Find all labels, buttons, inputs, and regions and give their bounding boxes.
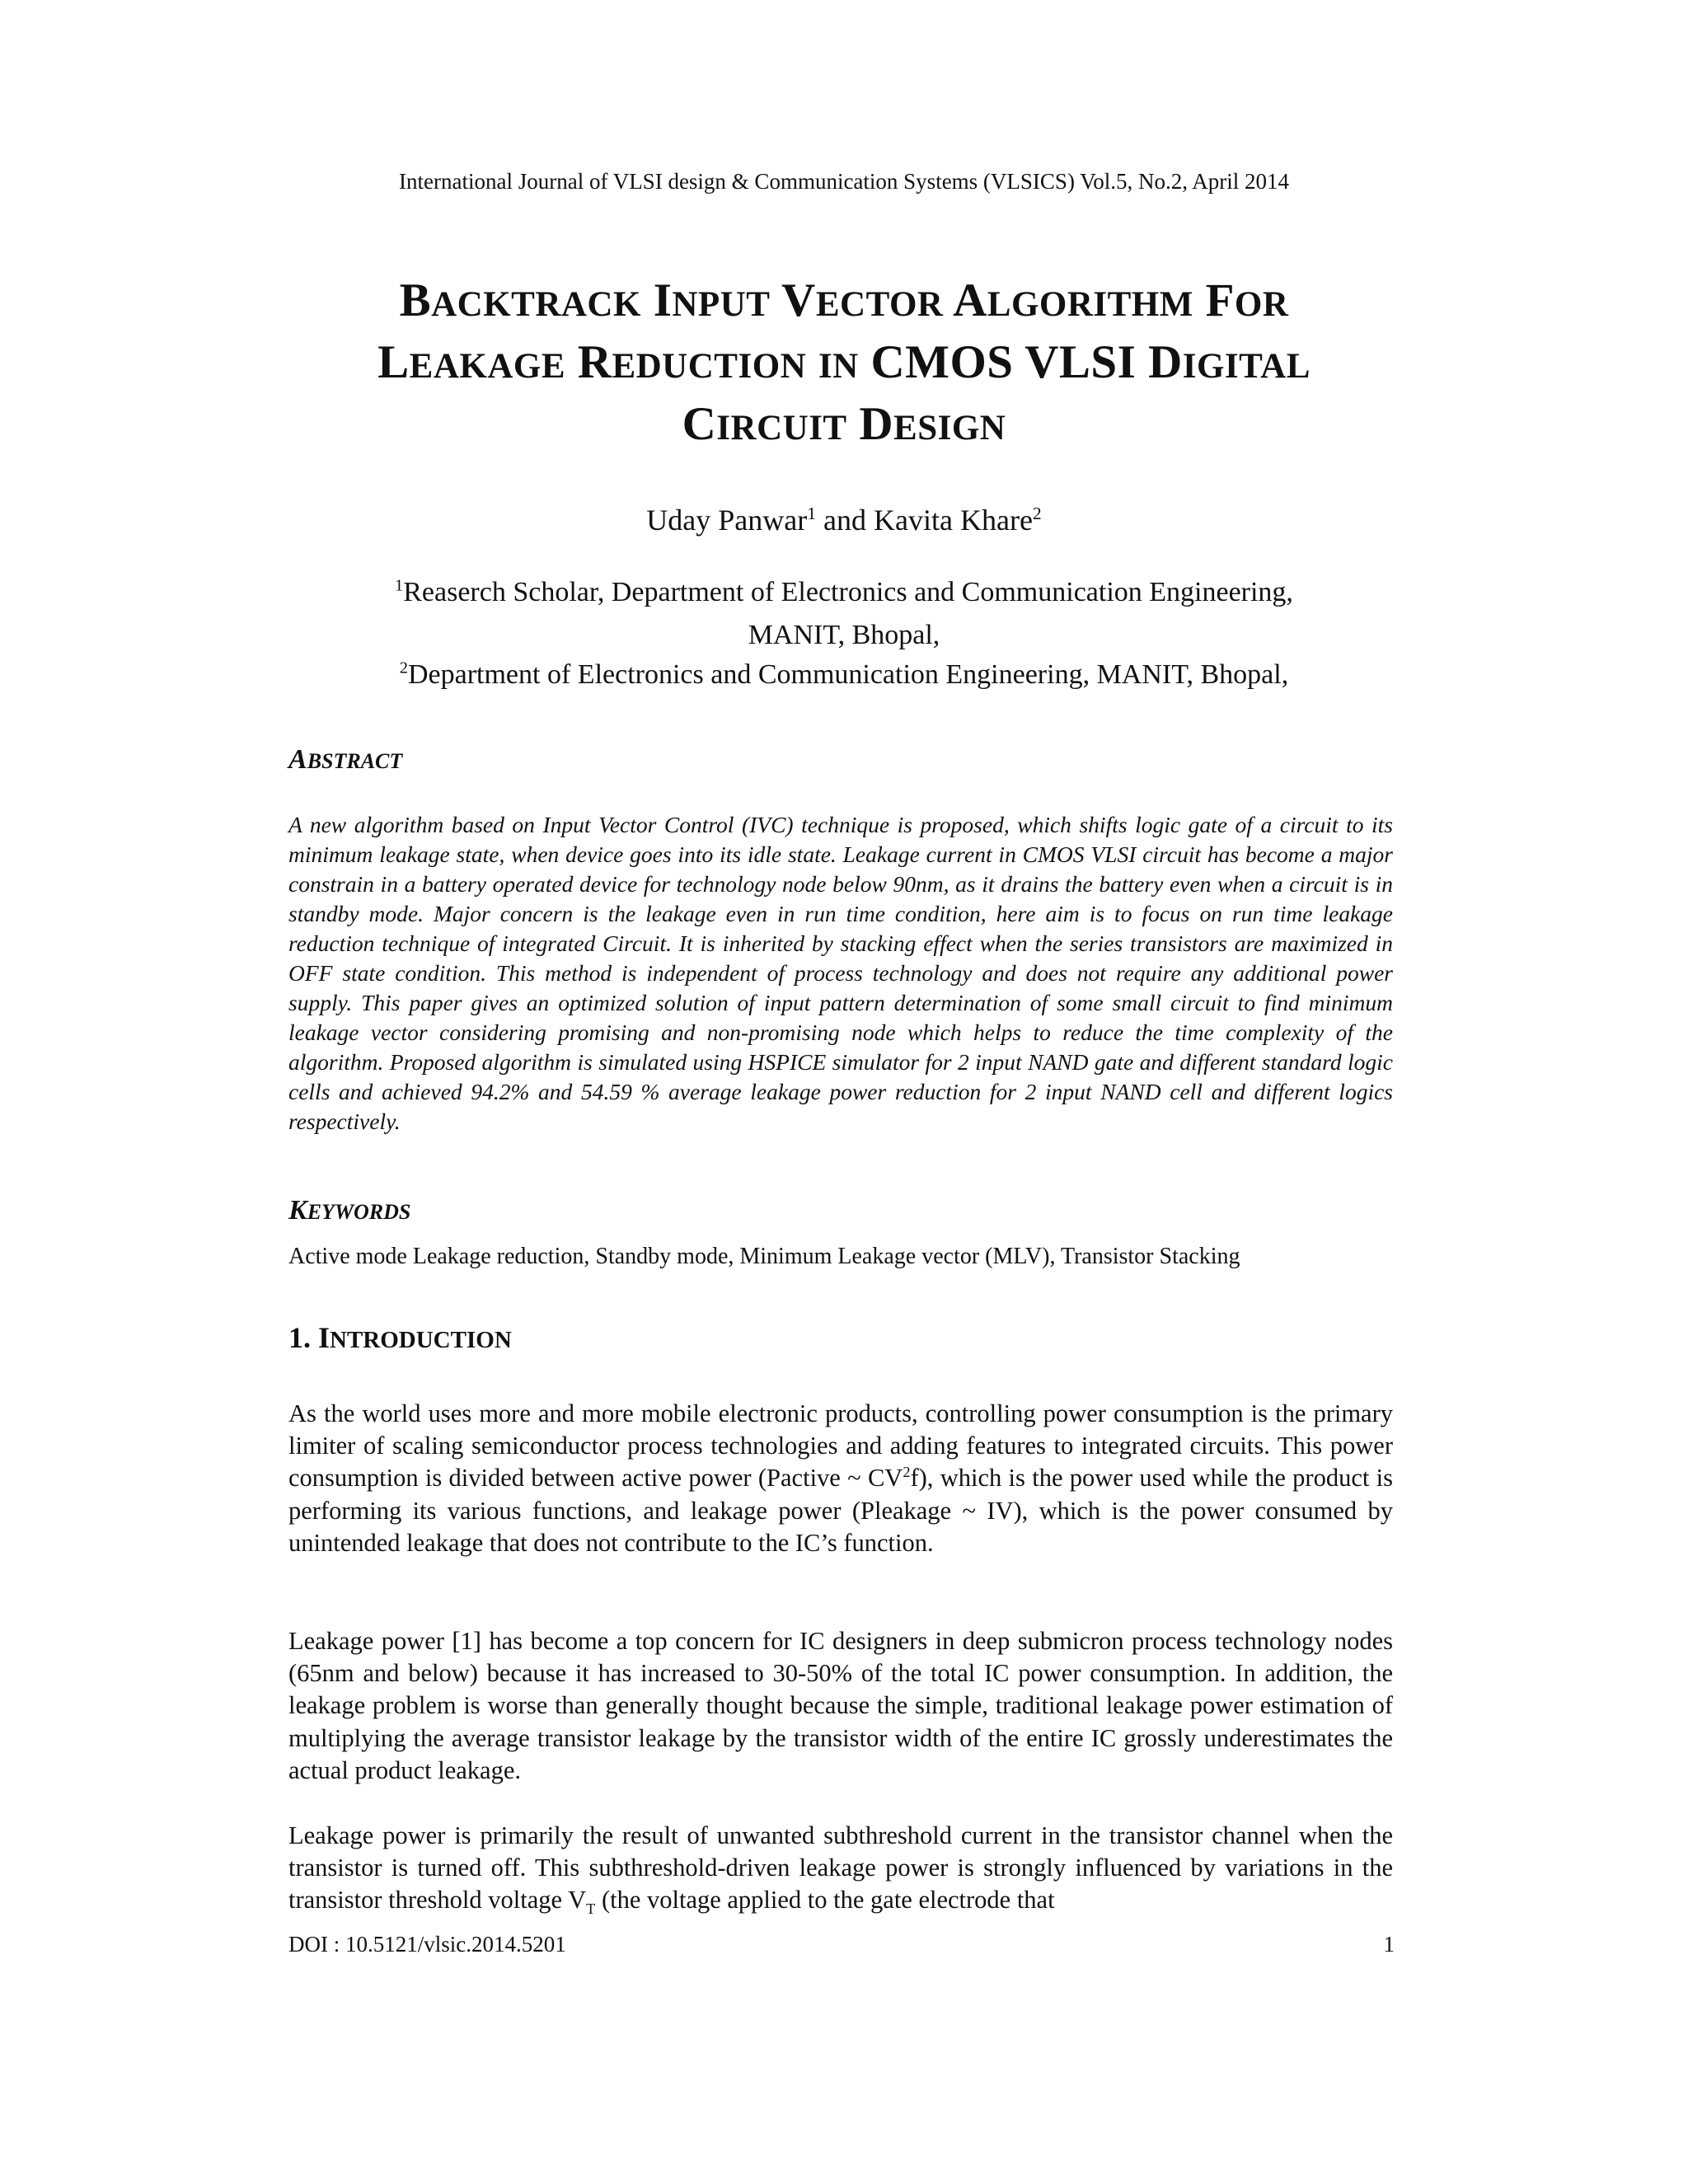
title-word: D [859,398,894,450]
title-line-2 [247,334,1441,396]
title-word: NPUT [672,285,771,324]
title-word: ESIGN [893,409,1006,448]
title-word: F [1205,274,1235,326]
title-word: LGORITHM [987,285,1193,324]
author-superscript: 1 [807,504,817,523]
author-name: Kavita Khare [874,504,1033,537]
page-number: 1 [1383,1932,1395,1957]
heading-cap: K [288,1195,307,1226]
title-word: EDUCTION [612,347,807,386]
heading-cap: A [288,744,307,775]
authors [0,503,1688,537]
introduction-heading [288,1320,512,1355]
title-word: IN [818,347,859,386]
affiliation-superscript: 2 [399,658,408,677]
paper-title [247,272,1441,457]
title-word: C [682,398,717,450]
title-word: L [377,336,410,388]
title-word: OR [1234,285,1289,324]
intro-paragraph-3 [288,1820,1393,1917]
section-number: 1. [288,1321,311,1354]
running-header: International Journal of VLSI design & Communication Systems (VLSICS) Vol.5, No.2, April 2014 [399,169,1289,194]
affiliation-superscript: 1 [395,576,404,595]
heading-rest: EYWORDS [307,1200,411,1224]
heading-cap: I [318,1321,331,1354]
affiliation-1-continued: MANIT, Bhopal, [748,620,940,650]
affiliation-1 [0,577,1688,608]
author-superscript: 2 [1032,504,1042,523]
title-word: IGITAL [1182,347,1311,386]
intro-paragraph-2: Leakage power [1] has become a top concern for IC designers in deep submicron process technology nodes (65nm and below) because it has increased to 30-50% of the total IC power consumption. In addition, the leakage problem is worse than generally thought because the simple, traditional leakage power estimation of multiplying the average transistor leakage by the transistor width of the entire IC grossly underestimates the actual product leakage. [288,1627,1393,1784]
title-line-1 [247,272,1441,334]
author-conjunction: and [823,504,867,537]
heading-rest: BSTRACT [307,749,403,773]
subscript: T [586,1900,596,1918]
paragraph-text: As the world uses more and more mobile electronic products, controlling power consumption is the primary limiter of scaling semiconductor process technologies and adding features to integrated circuits. This power consumption is divided between active power (Pactive ~ CV [288,1399,1393,1493]
paragraph-text: Leakage power is primarily the result of unwanted subthreshold current in the transistor channel when the transistor is turned off. This subthreshold-driven leakage power is strongly influenced by variations in the transistor threshold voltage V [288,1821,1393,1915]
affiliation-text: Department of Electronics and Communication Engineering, MANIT, Bhopal, [407,659,1289,690]
affiliation-2 [0,659,1688,691]
title-word: I [653,274,673,326]
title-word: CMOS [870,336,1014,388]
title-line-3 [247,396,1441,457]
title-word: A [953,274,987,326]
intro-paragraph-1 [288,1398,1393,1559]
title-word: VLSI [1025,336,1137,388]
keywords-body: Active mode Leakage reduction, Standby mode, Minimum Leakage vector (MLV), Transistor Stacking [288,1244,1240,1269]
abstract-body: A new algorithm based on Input Vector Control (IVC) technique is proposed, which shifts logic gate of a circuit to its minimum leakage state, when device goes into its idle state. Leakage current in CMOS VLSI circuit has become a major constrain in a battery operated device for technology node below 90nm, as it drains the battery even when a circuit is in standby mode. Major concern is the leakage even in run time condition, here aim is to focus on run time leakage reduction technique of integrated Circuit. It is inherited by stacking effect when the series transistors are maximized in OFF state condition. This method is independent of process technology and does not require any additional power supply. This paper gives an optimized solution of input pattern determination of some small circuit to find minimum leakage vector considering promising and non-promising node which helps to reduce the time complexity of the algorithm. Proposed algorithm is simulated using HSPICE simulator for 2 input NAND gate and different standard logic cells and achieved 94.2% and 54.59 % average leakage power reduction for 2 input NAND cell and different logics respectively. [288,812,1393,1134]
paragraph-text: f), which is the power used while the product is performing its various functions, and leakage power (Pleakage ~ IV), which is the power consumed by unintended leakage that does not contribute to the IC’s function. [288,1464,1393,1557]
doi: DOI : 10.5121/vlsic.2014.5201 [288,1932,566,1957]
affiliation-text: Reaserch Scholar, Department of Electronics and Communication Engineering, [403,577,1293,607]
paragraph-text: (the voltage applied to the gate electrode that [595,1886,1055,1915]
author-name: Uday Panwar [646,504,808,537]
abstract-heading [288,744,402,776]
title-word: ECTOR [815,285,944,324]
title-word: D [1148,336,1183,388]
title-word: ACKTRACK [431,285,641,324]
title-word: B [399,274,432,326]
title-word: IRCUIT [716,409,847,448]
title-word: R [577,336,612,388]
keywords-heading [288,1195,410,1226]
title-word: V [781,274,816,326]
superscript: 2 [903,1464,911,1481]
heading-rest: NTRODUCTION [330,1327,512,1353]
title-word: EAKAGE [409,347,566,386]
